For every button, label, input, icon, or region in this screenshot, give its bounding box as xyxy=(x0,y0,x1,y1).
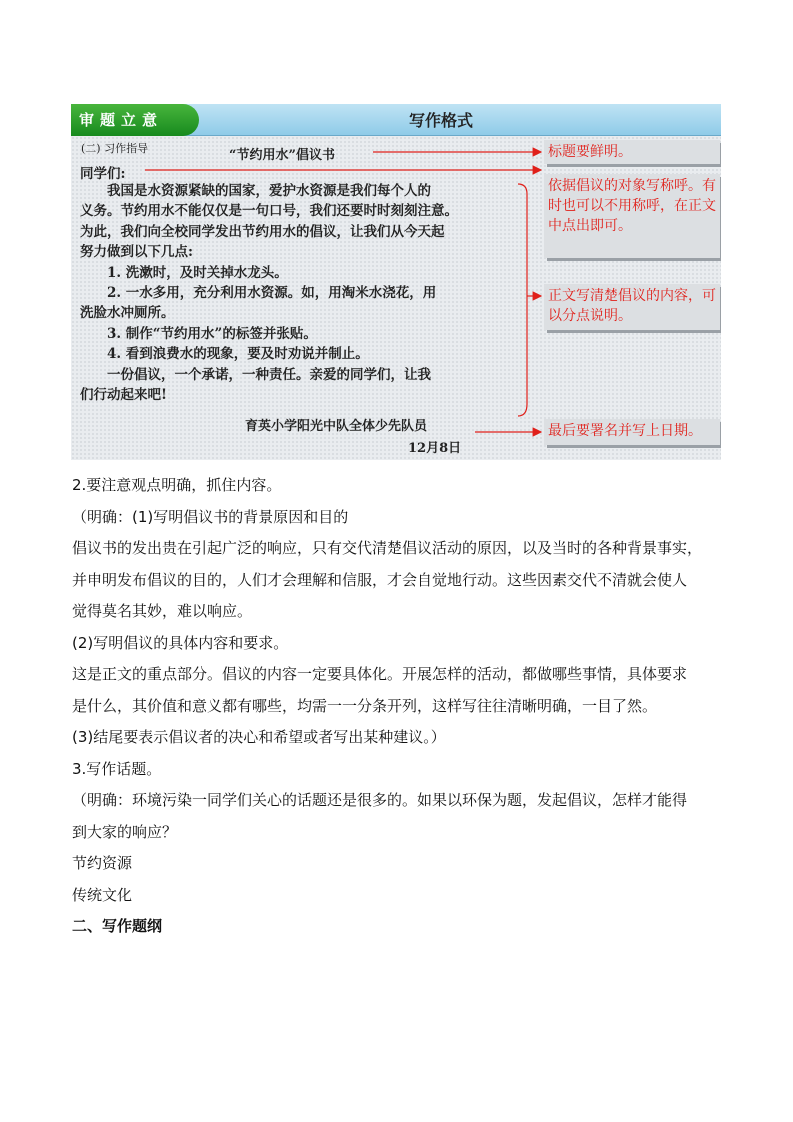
paragraph: 倡议书的发出贵在引起广泛的响应，只有交代清楚倡议活动的原因，以及当时的各种背景事实， xyxy=(72,539,703,557)
document-body xyxy=(72,470,724,943)
letter-line: 我国是水资源紧缺的国家，爱护水资源是我们每个人的 xyxy=(80,183,431,199)
letter-line: 一份倡议，一个承诺，一种责任。亲爱的同学们，让我 xyxy=(80,366,431,383)
letter-line: 4. 看到浪费水的现象，要及时劝说并制止。 xyxy=(80,346,369,363)
paragraph: （明确：环境污染一同学们关心的话题还是很多的。如果以环保为题，发起倡议，怎样才能得 xyxy=(72,791,688,809)
letter-line: 2. 一水多用，充分利用水资源。如，用淘米水浇花，用 xyxy=(80,284,437,301)
paragraph: 是什么，其价值和意义都有哪些，均需一一分条开列，这样写往往清晰明确，一目了然。 xyxy=(72,696,658,715)
letter-line: 们行动起来吧! xyxy=(80,386,167,403)
paragraph: 节约资源 xyxy=(72,854,133,872)
paragraph: (2)写明倡议的具体内容和要求。 xyxy=(72,633,289,652)
paragraph: 传统文化 xyxy=(72,885,133,904)
paragraph: （明确：(1)写明倡议书的背景原因和目的 xyxy=(72,507,349,526)
callout-greeting-tip: 依据倡议的对象写称呼。有时也可以不用称呼，在正文中点出即可。 xyxy=(544,174,720,258)
writing-format-figure xyxy=(71,104,721,460)
letter-line: 努力做到以下几点: xyxy=(80,244,193,261)
letter-title: “节约用水”倡议书 xyxy=(229,148,335,163)
letter-line: 义务。节约用水不能仅仅是一句口号，我们还要时时刻刻注意。 xyxy=(80,203,458,220)
letter-greeting: 同学们: xyxy=(80,166,126,182)
figure-tab-label: 审题立意 xyxy=(71,104,199,136)
body-bracket xyxy=(518,184,527,416)
letter-line: 3. 制作“节约用水”的标签并张贴。 xyxy=(80,325,317,342)
paragraph: 并申明发布倡议的目的，人们才会理解和信服，才会自觉地行动。这些因素交代不清就会使人 xyxy=(72,570,688,589)
callout-title-tip: 标题要鲜明。 xyxy=(544,140,720,164)
letter-line: 1. 洗漱时，及时关掉水龙头。 xyxy=(80,264,288,281)
figure-title: 写作格式 xyxy=(408,111,473,130)
figure-subtitle: (二) 习作指导 xyxy=(81,142,149,155)
paragraph: 2.要注意观点明确，抓住内容。 xyxy=(72,476,282,494)
paragraph: 3.写作话题。 xyxy=(72,759,162,778)
paragraph: 觉得莫名其妙，难以响应。 xyxy=(72,602,253,620)
callout-body-tip: 正文写清楚倡议的内容，可以分点说明。 xyxy=(544,284,720,330)
letter-line: 为此，我们向全校同学发出节约用水的倡议，让我们从今天起 xyxy=(80,223,445,240)
letter-line: 洗脸水冲厕所。 xyxy=(80,305,175,322)
paragraph: 到大家的响应？ xyxy=(72,822,178,841)
letter-date: 12月8日 xyxy=(408,441,462,456)
paragraph: 这是正文的重点部分。倡议的内容一定要具体化。开展怎样的活动，都做哪些事情，具体要求 xyxy=(72,665,688,683)
callout-signature-tip: 最后要署名并写上日期。 xyxy=(544,419,720,445)
section-heading: 二、写作题纲 xyxy=(72,917,163,935)
paragraph: (3)结尾要表示倡议者的决心和希望或者写出某种建议。） xyxy=(72,728,446,746)
letter-signature: 育英小学阳光中队全体少先队员 xyxy=(245,419,428,434)
